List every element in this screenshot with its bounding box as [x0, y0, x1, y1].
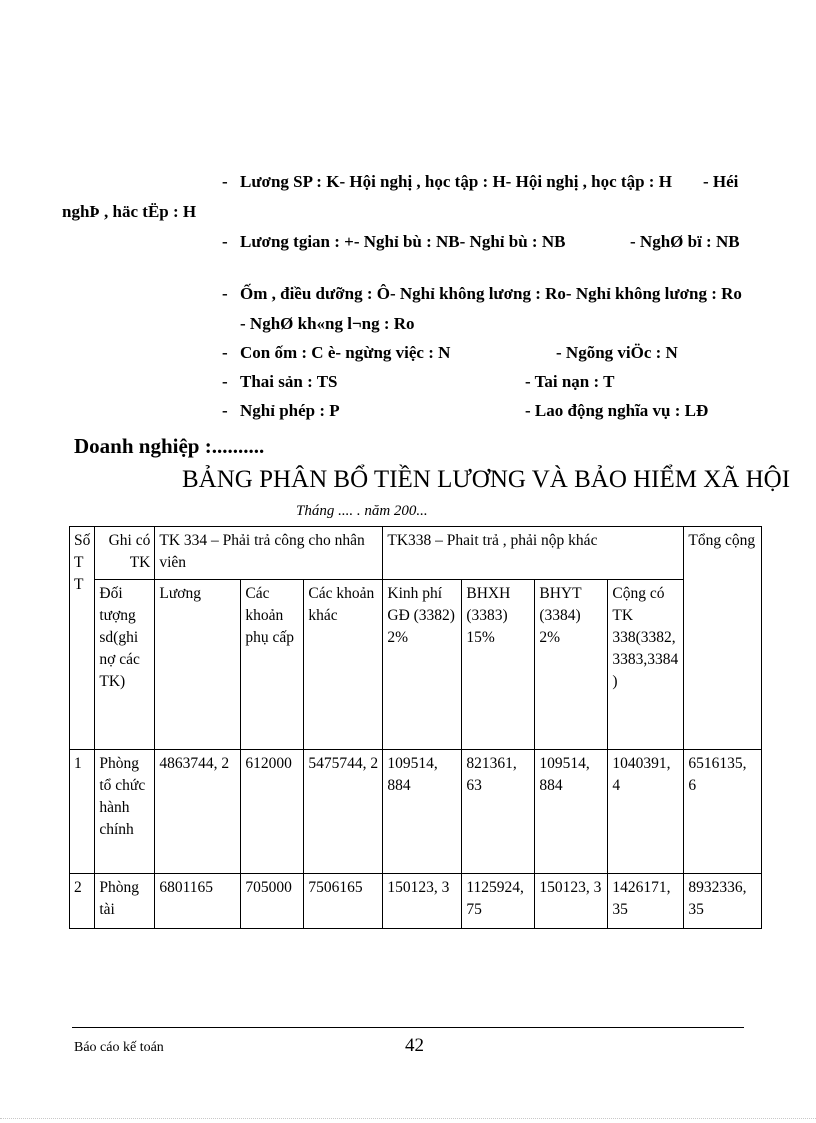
- legend-dash: -: [222, 284, 228, 303]
- cell-total: 8932336, 35: [684, 874, 762, 929]
- legend-item: Con ốm : C è- ngừng việc : N: [240, 343, 451, 362]
- cell-kpcd: 150123, 3: [383, 874, 462, 929]
- header-stt: Số T T: [70, 527, 95, 750]
- page-title: BẢNG PHÂN BỔ TIỀN LƯƠNG VÀ BẢO HIỂM XÃ HỘI: [182, 466, 791, 493]
- legend-dash: -: [222, 401, 228, 420]
- header-kpcd: Kinh phí GĐ (3382) 2%: [383, 580, 462, 750]
- page-edge-divider: [0, 1118, 816, 1119]
- header-total: Tổng cộng: [684, 527, 762, 750]
- cell-stt: 1: [70, 750, 95, 874]
- footer-label: Báo cáo kế toán: [74, 1040, 164, 1055]
- cell-name: Phòng tổ chức hành chính: [95, 750, 155, 874]
- header-phucap: Các khoản phụ cấp: [241, 580, 304, 750]
- cell-phucap: 612000: [241, 750, 304, 874]
- header-khac: Các khoản khác: [304, 580, 383, 750]
- table-row: [70, 874, 762, 929]
- period-subtitle: Tháng .... . năm 200...: [296, 503, 428, 519]
- cell-name: Phòng tài: [95, 874, 155, 929]
- cell-bhyt: 150123, 3: [535, 874, 608, 929]
- footer-divider: [72, 1027, 744, 1028]
- cell-cong: 1040391, 4: [608, 750, 684, 874]
- legend-item: Lương SP : K- Hội nghị , học tập : H- Hội nghị , học tập : H: [240, 172, 672, 191]
- legend-item: Thai sản : TS: [240, 372, 338, 391]
- legend-item: Lương tgian : +- Nghỉ bù : NB- Nghỉ bù : NB: [240, 232, 566, 251]
- table-row: [70, 750, 762, 874]
- header-ghico: Ghi có TK: [95, 527, 155, 580]
- page-number: 42: [405, 1035, 424, 1056]
- header-doituong: Đối tượng sd(ghi nợ các TK): [95, 580, 155, 750]
- cell-total: 6516135, 6: [684, 750, 762, 874]
- header-tk334: TK 334 – Phải trả công cho nhân viên: [155, 527, 383, 580]
- legend-item: Nghỉ phép : P: [240, 401, 340, 420]
- header-bhyt: BHYT (3384) 2%: [535, 580, 608, 750]
- legend-item: - Lao động nghĩa vụ : LĐ: [525, 401, 709, 420]
- cell-cong: 1426171, 35: [608, 874, 684, 929]
- company-label: Doanh nghiệp :..........: [74, 434, 265, 458]
- cell-luong: 4863744, 2: [155, 750, 241, 874]
- allocation-table: [69, 526, 762, 929]
- cell-stt: 2: [70, 874, 95, 929]
- legend-item: - Tai nạn : T: [525, 372, 615, 391]
- header-luong: Lương: [155, 580, 241, 750]
- cell-luong: 6801165: [155, 874, 241, 929]
- legend-dash: -: [222, 172, 228, 191]
- cell-phucap: 705000: [241, 874, 304, 929]
- cell-khac: 7506165: [304, 874, 383, 929]
- legend-item: - Héi: [703, 172, 739, 191]
- legend-item: nghÞ , häc tËp : H: [62, 202, 197, 221]
- cell-bhyt: 109514, 884: [535, 750, 608, 874]
- legend-item: - NghØ bï : NB: [630, 232, 740, 251]
- cell-kpcd: 109514, 884: [383, 750, 462, 874]
- legend-dash: -: [222, 343, 228, 362]
- legend-item: Ốm , điều dưỡng : Ô- Nghỉ không lương : Ro- Nghỉ không lương : Ro: [240, 284, 742, 303]
- cell-bhxh: 1125924, 75: [462, 874, 535, 929]
- header-cong338: Cộng có TK 338(3382, 3383,3384 ): [608, 580, 684, 750]
- cell-khac: 5475744, 2: [304, 750, 383, 874]
- legend-item: - Ngõng viÖc : N: [556, 343, 678, 362]
- legend-dash: -: [222, 232, 228, 251]
- legend-item: - NghØ kh«ng l¬ng : Ro: [240, 314, 415, 333]
- cell-bhxh: 821361, 63: [462, 750, 535, 874]
- header-tk338: TK338 – Phait trả , phải nộp khác: [383, 527, 684, 580]
- header-bhxh: BHXH (3383) 15%: [462, 580, 535, 750]
- legend-dash: -: [222, 372, 228, 391]
